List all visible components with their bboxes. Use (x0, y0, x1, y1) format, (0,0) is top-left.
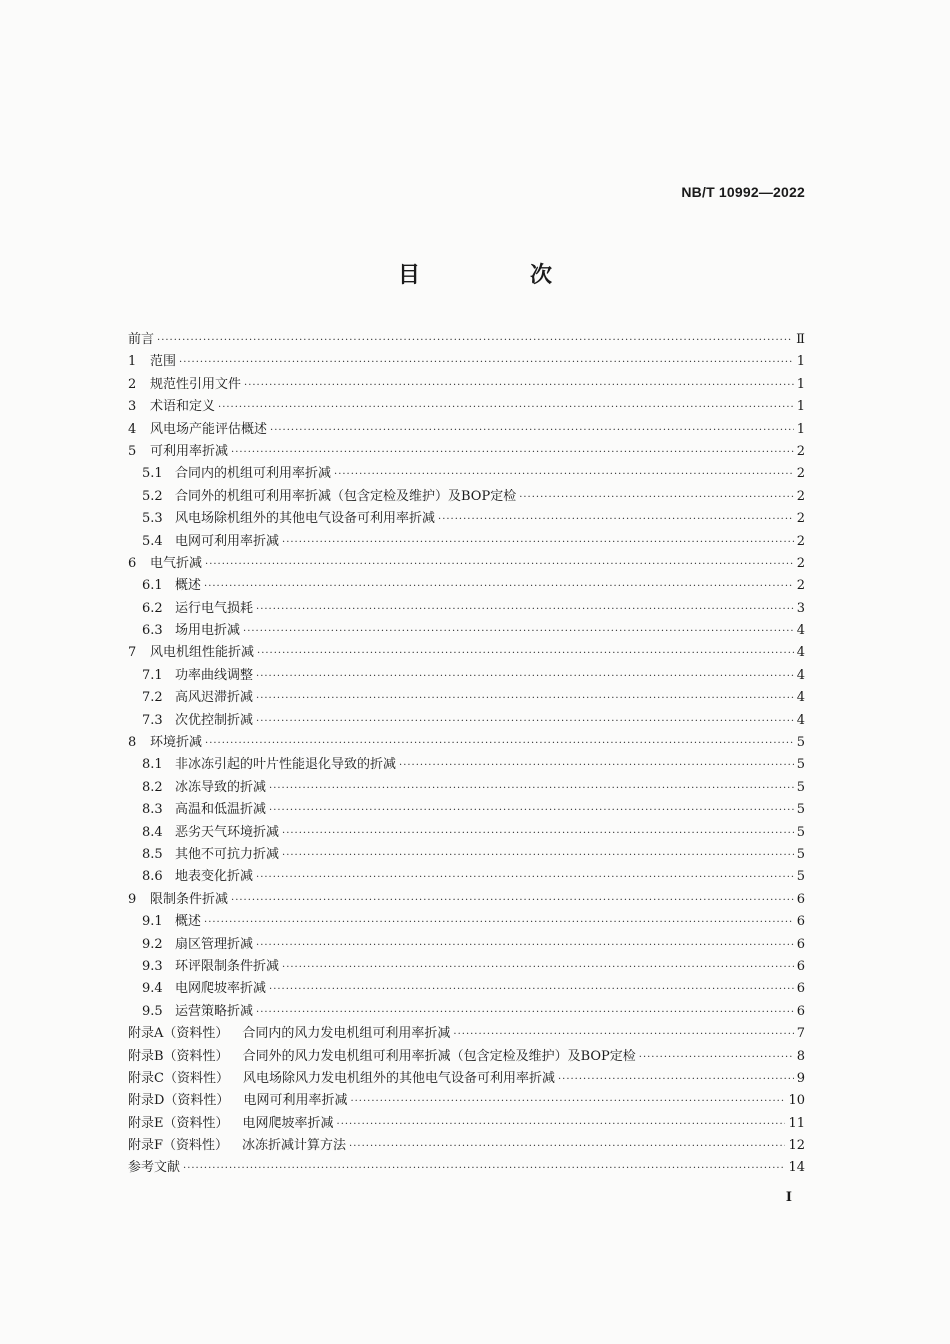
toc-entry-title: 环评限制条件折减 (175, 958, 280, 974)
toc-entry-number: 4 (128, 421, 137, 437)
toc-entry[interactable] (128, 463, 805, 485)
toc-entry[interactable] (128, 396, 805, 418)
toc-entry-number: 7.1 (142, 667, 163, 683)
toc-entry-title: 前言 (128, 332, 155, 347)
toc-entry-number: 附录A（资料性） (128, 1026, 229, 1042)
toc-entry-title: 合同外的风力发电机组可利用率折减（包含定检及维护）及BOP定检 (242, 1048, 636, 1064)
toc-dot-leader (256, 599, 794, 621)
toc-entry-number: 8.4 (142, 824, 163, 840)
toc-entry[interactable] (128, 665, 805, 687)
toc-dot-leader (231, 442, 794, 464)
toc-dot-leader (453, 1024, 793, 1046)
toc-entry[interactable] (128, 710, 805, 732)
toc-entry-page: 6 (796, 1003, 805, 1019)
toc-title: 目 次 (397, 263, 596, 288)
toc-entry-title: 电气折减 (150, 555, 203, 571)
toc-entry-number: 6.1 (142, 578, 163, 594)
toc-dot-leader (282, 845, 794, 867)
toc-entry-page: 6 (796, 981, 805, 997)
toc-entry[interactable] (128, 620, 805, 642)
toc-entry[interactable] (128, 799, 805, 821)
toc-entry-page: 6 (796, 936, 805, 952)
toc-dot-leader (243, 621, 794, 643)
toc-dot-leader (639, 1047, 794, 1069)
toc-entry-number: 附录B（资料性） (128, 1048, 229, 1064)
toc-entry-page: 5 (796, 824, 805, 840)
toc-entry[interactable] (128, 553, 805, 575)
toc-entry[interactable] (128, 732, 805, 754)
toc-entry-page: 6 (796, 914, 805, 930)
toc-entry[interactable] (128, 754, 805, 776)
toc-entry-title: 高温和低温折减 (175, 802, 267, 818)
toc-dot-leader (269, 800, 794, 822)
toc-entry-page: 1 (796, 399, 805, 415)
toc-entry[interactable] (128, 351, 805, 373)
toc-entry[interactable] (128, 687, 805, 709)
toc-entry-title: 风电场除机组外的其他电气设备可利用率折减 (175, 511, 436, 527)
toc-entry-number: 6.2 (142, 600, 163, 616)
toc-entry-title: 概述 (175, 578, 202, 594)
toc-entry-page: 2 (796, 578, 805, 594)
toc-entry-title: 范围 (150, 354, 177, 370)
toc-entry-title: 合同内的风力发电机组可利用率折减 (242, 1026, 451, 1042)
toc-dot-leader (256, 867, 794, 889)
toc-entry-title: 限制条件折减 (150, 891, 229, 907)
toc-entry-page: 2 (796, 488, 805, 504)
toc-dot-leader (282, 532, 794, 554)
toc-entry-title: 冰冻导致的折减 (175, 779, 267, 795)
toc-dot-leader (270, 420, 794, 442)
toc-entry-page: 7 (796, 1026, 805, 1042)
toc-dot-leader (282, 823, 794, 845)
toc-dot-leader (334, 464, 794, 486)
toc-entry-title: 次优控制折减 (175, 712, 254, 728)
toc-entry[interactable] (128, 642, 805, 664)
toc-entry-title: 场用电折减 (175, 623, 241, 639)
toc-entry-number: 附录D（资料性） (128, 1093, 230, 1109)
toc-entry-number: 5.2 (142, 488, 163, 504)
toc-entry-number: 附录C（资料性） (128, 1070, 229, 1086)
toc-entry-page: 5 (796, 846, 805, 862)
toc-dot-leader (256, 666, 794, 688)
toc-dot-leader (350, 1091, 785, 1113)
toc-entry[interactable] (128, 441, 805, 463)
toc-entry-title: 电网爬坡率折减 (175, 981, 267, 997)
toc-appendix-entry[interactable] (128, 1023, 805, 1045)
toc-entry[interactable] (128, 866, 805, 888)
toc-entry-title: 冰冻折减计算方法 (242, 1138, 347, 1154)
toc-entry-number: 5 (128, 443, 137, 459)
toc-dot-leader (256, 1002, 794, 1024)
toc-entry-page: 1 (796, 421, 805, 437)
toc-entry-number: 3 (128, 399, 137, 415)
toc-dot-leader (558, 1069, 794, 1091)
toc-entry-page: 4 (796, 690, 805, 706)
toc-entry-number: 附录E（资料性） (128, 1115, 229, 1131)
toc-entry-title: 电网爬坡率折减 (242, 1115, 334, 1131)
toc-entry-title: 术语和定义 (150, 399, 216, 415)
toc-entry-page: 8 (796, 1048, 805, 1064)
toc-entry-number: 6 (128, 555, 137, 571)
toc-entry-number: 7.2 (142, 690, 163, 706)
toc-entry[interactable] (128, 419, 805, 441)
toc-entry-number: 附录F（资料性） (128, 1138, 229, 1154)
toc-entry-title: 风电场产能评估概述 (150, 421, 268, 437)
toc-entry-title: 规范性引用文件 (150, 376, 242, 392)
toc-entry-page: 5 (796, 869, 805, 885)
toc-entry-number: 5.1 (142, 466, 163, 482)
toc-entry-title: 合同内的机组可利用率折减 (175, 466, 332, 482)
toc-entry-page: 5 (796, 757, 805, 773)
table-of-contents (128, 329, 805, 1180)
toc-entry-title: 运营策略折减 (175, 1003, 254, 1019)
toc-entry-page: 2 (796, 511, 805, 527)
toc-entry-title: 电网可利用率折减 (175, 533, 280, 549)
toc-dot-leader (257, 643, 794, 665)
toc-entry[interactable] (128, 844, 805, 866)
toc-entry-title: 风电场除风力发电机组外的其他电气设备可利用率折减 (242, 1070, 555, 1086)
toc-entry[interactable] (128, 598, 805, 620)
toc-entry-number: 5.4 (142, 533, 163, 549)
toc-entry-page: 3 (796, 600, 805, 616)
toc-entry-title: 风电机组性能折减 (150, 645, 255, 661)
toc-entry-page: 6 (796, 891, 805, 907)
toc-dot-leader (183, 1158, 785, 1180)
toc-entry-page: Ⅱ (796, 332, 805, 347)
toc-entry-number: 8.6 (142, 869, 163, 885)
toc-entry-title: 高风迟滞折减 (175, 690, 254, 706)
toc-entry-page: 4 (796, 712, 805, 728)
toc-dot-leader (244, 375, 794, 397)
toc-dot-leader (269, 778, 794, 800)
toc-dot-leader (438, 509, 794, 531)
toc-entry-page: 2 (796, 555, 805, 571)
toc-entry[interactable] (128, 1157, 805, 1179)
toc-entry-number: 7 (128, 645, 137, 661)
toc-entry[interactable] (128, 889, 805, 911)
toc-entry-number: 2 (128, 376, 137, 392)
toc-entry-page: 6 (796, 958, 805, 974)
toc-entry-title: 可利用率折减 (150, 443, 229, 459)
toc-entry-number: 9.4 (142, 981, 163, 997)
toc-entry[interactable] (128, 575, 805, 597)
toc-dot-leader (231, 890, 794, 912)
toc-entry-page: 5 (796, 779, 805, 795)
toc-dot-leader (218, 397, 794, 419)
toc-entry-page: 5 (796, 735, 805, 751)
toc-entry-page: 11 (788, 1115, 805, 1131)
toc-entry-page: 1 (796, 354, 805, 370)
toc-entry-title: 运行电气损耗 (175, 600, 254, 616)
toc-entry[interactable] (128, 911, 805, 933)
toc-entry-number: 9.3 (142, 958, 163, 974)
toc-entry-page: 4 (796, 667, 805, 683)
toc-entry-page: 1 (796, 376, 805, 392)
toc-entry-number: 8 (128, 735, 137, 751)
toc-entry[interactable] (128, 531, 805, 553)
toc-entry-page: 2 (796, 443, 805, 459)
toc-dot-leader (349, 1136, 785, 1158)
toc-appendix-entry[interactable] (128, 1113, 805, 1135)
toc-entry[interactable] (128, 508, 805, 530)
toc-entry-page: 2 (796, 466, 805, 482)
toc-dot-leader (256, 688, 794, 710)
toc-entry-page: 9 (796, 1070, 805, 1086)
toc-entry-number: 9 (128, 891, 137, 907)
toc-entry-title: 概述 (175, 914, 202, 930)
toc-entry[interactable] (128, 777, 805, 799)
toc-dot-leader (157, 330, 793, 352)
toc-entry[interactable] (128, 486, 805, 508)
toc-entry-title: 地表变化折减 (175, 869, 254, 885)
toc-entry[interactable] (128, 329, 805, 351)
toc-dot-leader (282, 957, 794, 979)
toc-entry-page: 10 (788, 1093, 805, 1109)
toc-entry-page: 12 (788, 1138, 805, 1154)
toc-dot-leader (205, 554, 794, 576)
toc-dot-leader (519, 487, 794, 509)
toc-appendix-entry[interactable] (128, 1135, 805, 1157)
toc-dot-leader (205, 733, 794, 755)
toc-entry-page: 2 (796, 533, 805, 549)
toc-dot-leader (269, 979, 794, 1001)
toc-entry-number: 9.5 (142, 1003, 163, 1019)
toc-entry-number: 9.2 (142, 936, 163, 952)
standard-code: NB/T 10992—2022 (681, 184, 805, 200)
toc-appendix-entry[interactable] (128, 1068, 805, 1090)
toc-entry-number: 1 (128, 354, 137, 370)
toc-entry-page: 14 (788, 1160, 805, 1176)
toc-dot-leader (256, 711, 794, 733)
toc-entry-number: 8.2 (142, 779, 163, 795)
toc-dot-leader (399, 755, 794, 777)
toc-entry-number: 9.1 (142, 914, 163, 930)
toc-entry[interactable] (128, 822, 805, 844)
toc-entry-number: 8.1 (142, 757, 163, 773)
toc-entry-page: 4 (796, 623, 805, 639)
toc-dot-leader (179, 352, 794, 374)
toc-entry[interactable] (128, 1001, 805, 1023)
toc-entry-number: 8.3 (142, 802, 163, 818)
toc-entry-page: 5 (796, 802, 805, 818)
page-number: I (785, 1190, 792, 1205)
toc-appendix-entry[interactable] (128, 1046, 805, 1068)
toc-entry-number: 7.3 (142, 712, 163, 728)
toc-dot-leader (337, 1114, 786, 1136)
toc-entry-title: 电网可利用率折减 (243, 1093, 348, 1109)
toc-entry-number: 6.3 (142, 623, 163, 639)
toc-entry[interactable] (128, 956, 805, 978)
toc-dot-leader (204, 912, 794, 934)
toc-entry-title: 功率曲线调整 (175, 667, 254, 683)
toc-entry-title: 非冰冻引起的叶片性能退化导致的折减 (175, 757, 397, 773)
toc-appendix-entry[interactable] (128, 1090, 805, 1112)
toc-entry-title: 扇区管理折减 (175, 936, 254, 952)
toc-entry-title: 参考文献 (128, 1160, 181, 1176)
toc-entry[interactable] (128, 934, 805, 956)
toc-entry-title: 环境折减 (150, 735, 203, 751)
toc-entry-number: 8.5 (142, 846, 163, 862)
toc-entry-page: 4 (796, 645, 805, 661)
toc-entry-title: 恶劣天气环境折减 (175, 824, 280, 840)
toc-entry[interactable] (128, 978, 805, 1000)
toc-dot-leader (204, 576, 794, 598)
toc-dot-leader (256, 935, 794, 957)
toc-entry-title: 其他不可抗力折减 (175, 846, 280, 862)
toc-entry-title: 合同外的机组可利用率折减（包含定检及维护）及BOP定检 (175, 488, 517, 504)
toc-entry-number: 5.3 (142, 511, 163, 527)
toc-entry[interactable] (128, 374, 805, 396)
